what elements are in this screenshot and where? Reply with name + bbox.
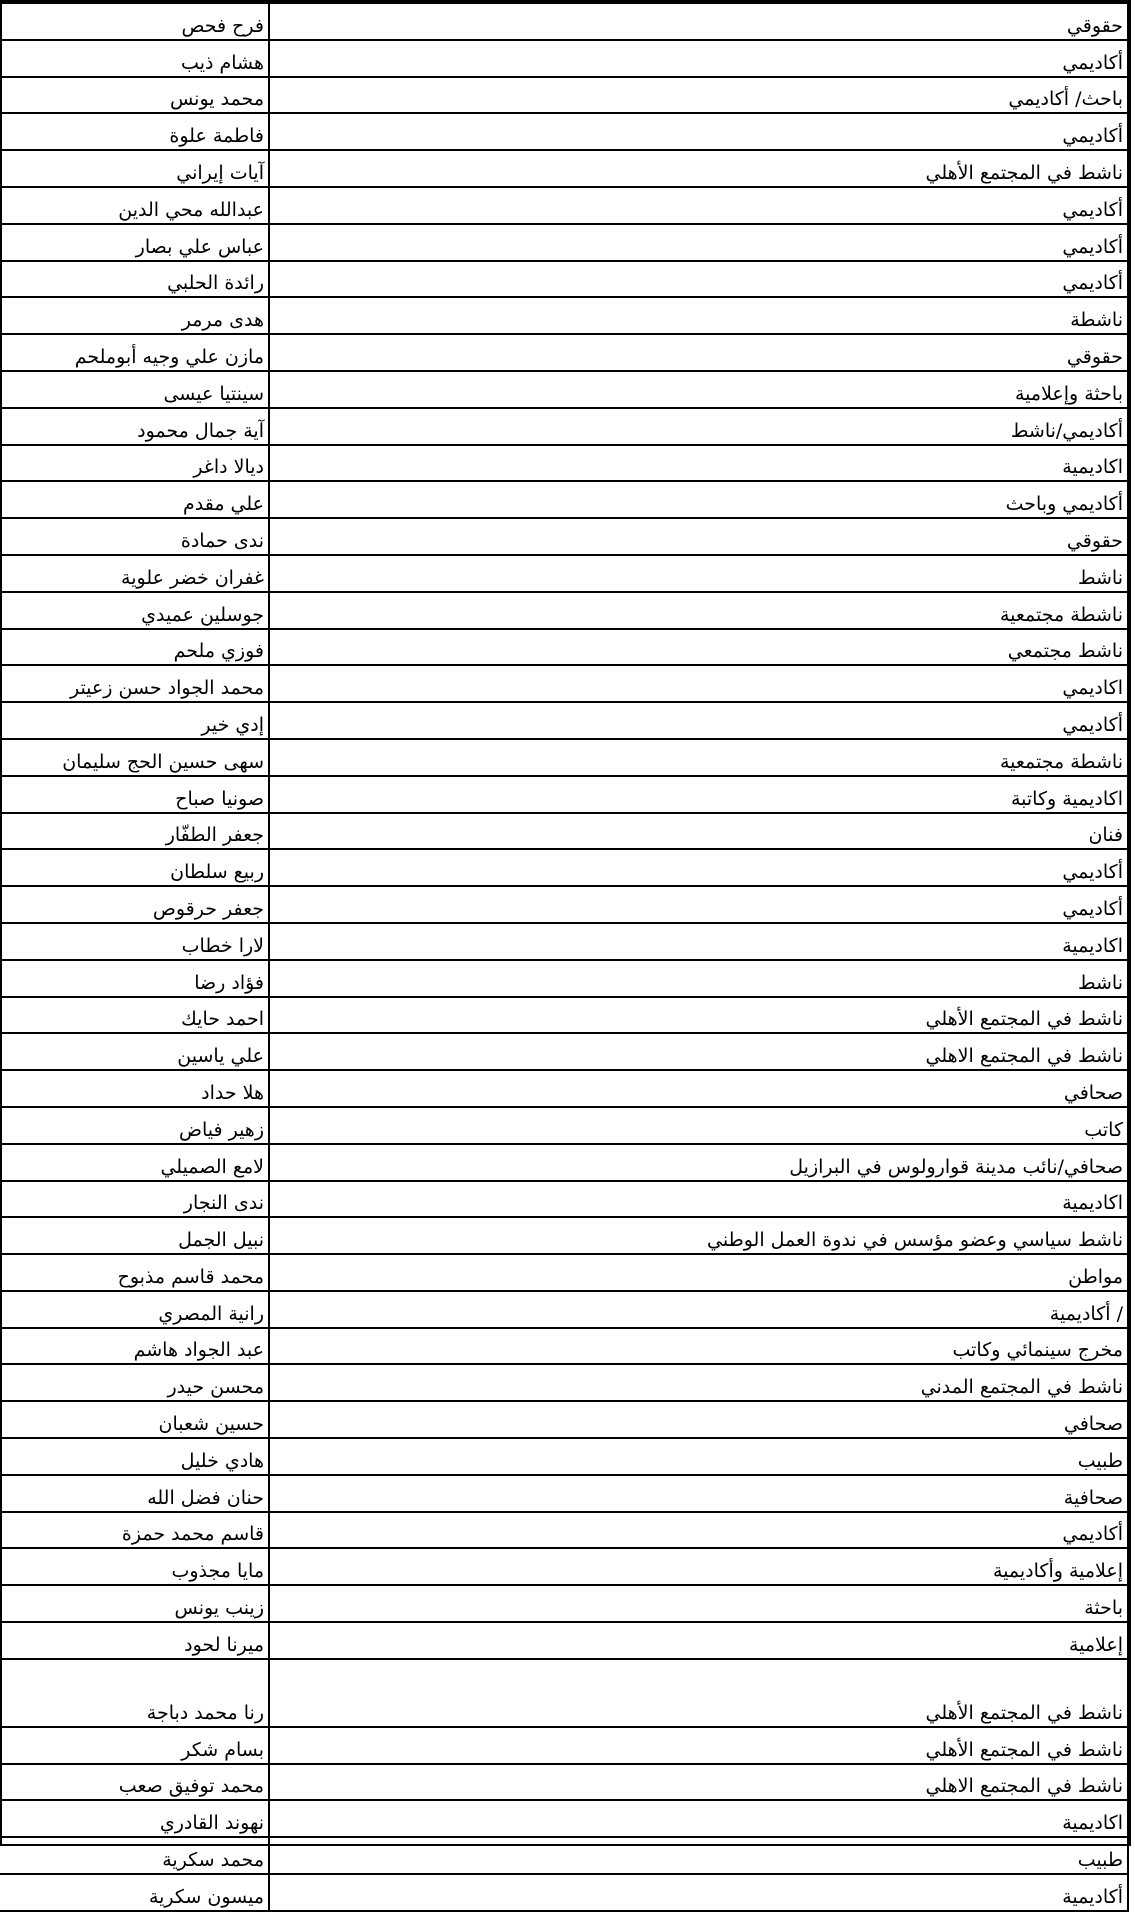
name-cell: رنا محمد دباجة (0, 1659, 269, 1727)
table-row (0, 1548, 1128, 1585)
role-cell: ناشط في المجتمع الأهلي (269, 1727, 1128, 1764)
table-row (0, 1364, 1128, 1401)
table-row (0, 555, 1128, 592)
name-cell: قاسم محمد حمزة (0, 1512, 269, 1549)
name-cell: إدي خير (0, 702, 269, 739)
name-cell: سينتيا عيسى (0, 371, 269, 408)
table-row (0, 923, 1128, 960)
table-row (0, 1070, 1128, 1107)
table-row (0, 224, 1128, 261)
name-cell: فؤاد رضا (0, 960, 269, 997)
role-cell: حقوقي (269, 334, 1128, 371)
role-cell: باحث/ أكاديمي (269, 77, 1128, 114)
table-row (0, 297, 1128, 334)
role-cell: صحافي (269, 1401, 1128, 1438)
role-cell: أكاديمي (269, 113, 1128, 150)
role-cell: طبيب (269, 1837, 1128, 1874)
role-cell: ناشط في المجتمع المدني (269, 1364, 1128, 1401)
signatories-table-body (0, 3, 1128, 1911)
name-cell: لارا خطاب (0, 923, 269, 960)
role-cell: أكاديمي (269, 261, 1128, 298)
name-cell: رائدة الحلبي (0, 261, 269, 298)
role-cell: ناشط في المجتمع الأهلي (269, 150, 1128, 187)
name-cell: محسن حيدر (0, 1364, 269, 1401)
role-cell: ناشط (269, 960, 1128, 997)
table-row (0, 518, 1128, 555)
role-cell: أكاديمي (269, 1512, 1128, 1549)
name-cell: صونيا صباح (0, 776, 269, 813)
role-cell: ناشطة مجتمعية (269, 592, 1128, 629)
table-row (0, 3, 1128, 40)
name-cell: جوسلين عميدي (0, 592, 269, 629)
role-cell: فنان (269, 813, 1128, 850)
role-cell: ناشط سياسي وعضو مؤسس في ندوة العمل الوطني (269, 1217, 1128, 1254)
name-cell: مايا مجذوب (0, 1548, 269, 1585)
name-cell: زينب يونس (0, 1585, 269, 1622)
role-cell: اكاديمية (269, 1181, 1128, 1218)
table-row (0, 40, 1128, 77)
role-cell: أكاديمي وباحث (269, 481, 1128, 518)
name-cell: عبدالله محي الدين (0, 187, 269, 224)
role-cell: ناشط (269, 555, 1128, 592)
table-row (0, 1622, 1128, 1659)
table-row (0, 1291, 1128, 1328)
table-row (0, 997, 1128, 1034)
role-cell: ناشطة (269, 297, 1128, 334)
table-row (0, 408, 1128, 445)
table-row (0, 960, 1128, 997)
name-cell: محمد سكرية (0, 1837, 269, 1874)
table-row (0, 481, 1128, 518)
role-cell: أكاديمي (269, 224, 1128, 261)
role-cell: اكاديمية (269, 923, 1128, 960)
role-cell: أكاديمي/ناشط (269, 408, 1128, 445)
name-cell: ميرنا لحود (0, 1622, 269, 1659)
table-row (0, 1144, 1128, 1181)
table-row (0, 629, 1128, 666)
role-cell: كاتب (269, 1107, 1128, 1144)
table-row (0, 739, 1128, 776)
role-cell: أكاديمي (269, 886, 1128, 923)
table-row (0, 1727, 1128, 1764)
name-cell: لامع الصميلي (0, 1144, 269, 1181)
name-cell: ندى حمادة (0, 518, 269, 555)
table-row (0, 1033, 1128, 1070)
name-cell: محمد الجواد حسن زعيتر (0, 665, 269, 702)
name-cell: هدى مرمر (0, 297, 269, 334)
name-cell: ربيع سلطان (0, 849, 269, 886)
role-cell: أكاديمي (269, 40, 1128, 77)
name-cell: بسام شكر (0, 1727, 269, 1764)
role-cell: أكاديمي (269, 702, 1128, 739)
table-row (0, 813, 1128, 850)
table-row (0, 334, 1128, 371)
role-cell: أكاديمية (269, 1874, 1128, 1911)
name-cell: فرح فحص (0, 3, 269, 40)
name-cell: احمد حايك (0, 997, 269, 1034)
role-cell: ناشط في المجتمع الاهلي (269, 1764, 1128, 1801)
table-row (0, 1585, 1128, 1622)
table-row (0, 1401, 1128, 1438)
role-cell: ناشط في المجتمع الأهلي (269, 1659, 1128, 1727)
name-cell: حنان فضل الله (0, 1475, 269, 1512)
role-cell: ناشط في المجتمع الأهلي (269, 997, 1128, 1034)
role-cell: مواطن (269, 1254, 1128, 1291)
role-cell: إعلامية وأكاديمية (269, 1548, 1128, 1585)
name-cell: هلا حداد (0, 1070, 269, 1107)
name-cell: فوزي ملحم (0, 629, 269, 666)
table-row (0, 886, 1128, 923)
name-cell: سهى حسين الحج سليمان (0, 739, 269, 776)
role-cell: أكاديمي (269, 849, 1128, 886)
role-cell: اكاديمية وكاتبة (269, 776, 1128, 813)
table-row (0, 150, 1128, 187)
name-cell: علي ياسين (0, 1033, 269, 1070)
role-cell: صحافية (269, 1475, 1128, 1512)
table-row (0, 776, 1128, 813)
table-row (0, 1181, 1128, 1218)
name-cell: نهوند القادري (0, 1800, 269, 1837)
name-cell: رانية المصري (0, 1291, 269, 1328)
table-row (0, 1837, 1128, 1874)
role-cell: صحافي/نائب مدينة قوارولوس في البرازيل (269, 1144, 1128, 1181)
name-cell: غفران خضر علوية (0, 555, 269, 592)
name-cell: فاطمة علوة (0, 113, 269, 150)
table-row (0, 77, 1128, 114)
name-cell: جعفر حرقوص (0, 886, 269, 923)
role-cell: اكاديمية (269, 1800, 1128, 1837)
table-row (0, 1764, 1128, 1801)
role-cell: ناشط في المجتمع الاهلي (269, 1033, 1128, 1070)
name-cell: نبيل الجمل (0, 1217, 269, 1254)
table-row (0, 371, 1128, 408)
signatories-table (0, 2, 1129, 1912)
table-row (0, 1438, 1128, 1475)
name-cell: ندى النجار (0, 1181, 269, 1218)
name-cell: محمد يونس (0, 77, 269, 114)
role-cell: صحافي (269, 1070, 1128, 1107)
table-row (0, 702, 1128, 739)
table-row (0, 1475, 1128, 1512)
table-row (0, 445, 1128, 482)
name-cell: عباس علي بصار (0, 224, 269, 261)
role-cell: ناشطة مجتمعية (269, 739, 1128, 776)
role-cell: باحثة (269, 1585, 1128, 1622)
role-cell: مخرج سينمائي وكاتب (269, 1328, 1128, 1365)
table-row (0, 1659, 1128, 1727)
name-cell: حسين شعبان (0, 1401, 269, 1438)
role-cell: اكاديمية (269, 445, 1128, 482)
role-cell: حقوقي (269, 518, 1128, 555)
name-cell: هشام ذيب (0, 40, 269, 77)
table-row (0, 1217, 1128, 1254)
table-row (0, 261, 1128, 298)
name-cell: هادي خليل (0, 1438, 269, 1475)
table-row (0, 1254, 1128, 1291)
name-cell: زهير فياض (0, 1107, 269, 1144)
role-cell: أكاديمي (269, 187, 1128, 224)
table-row (0, 849, 1128, 886)
role-cell: طبيب (269, 1438, 1128, 1475)
name-cell: محمد توفيق صعب (0, 1764, 269, 1801)
table-row (0, 592, 1128, 629)
name-cell: عبد الجواد هاشم (0, 1328, 269, 1365)
table-row (0, 665, 1128, 702)
role-cell: ناشط مجتمعي (269, 629, 1128, 666)
name-cell: ميسون سكرية (0, 1874, 269, 1911)
role-cell: اكاديمي (269, 665, 1128, 702)
name-cell: آية جمال محمود (0, 408, 269, 445)
role-cell: إعلامية (269, 1622, 1128, 1659)
role-cell: حقوقي (269, 3, 1128, 40)
table-row (0, 113, 1128, 150)
name-cell: ديالا داغر (0, 445, 269, 482)
table-row (0, 1107, 1128, 1144)
name-cell: جعفر الطفّار (0, 813, 269, 850)
role-cell: / أكاديمية (269, 1291, 1128, 1328)
table-row (0, 1512, 1128, 1549)
name-cell: آيات إيراني (0, 150, 269, 187)
table-row (0, 1800, 1128, 1837)
table-row (0, 1328, 1128, 1365)
role-cell: باحثة وإعلامية (269, 371, 1128, 408)
table-row (0, 187, 1128, 224)
name-cell: مازن علي وجيه أبوملحم (0, 334, 269, 371)
name-cell: علي مقدم (0, 481, 269, 518)
name-cell: محمد قاسم مذبوح (0, 1254, 269, 1291)
table-row (0, 1874, 1128, 1911)
